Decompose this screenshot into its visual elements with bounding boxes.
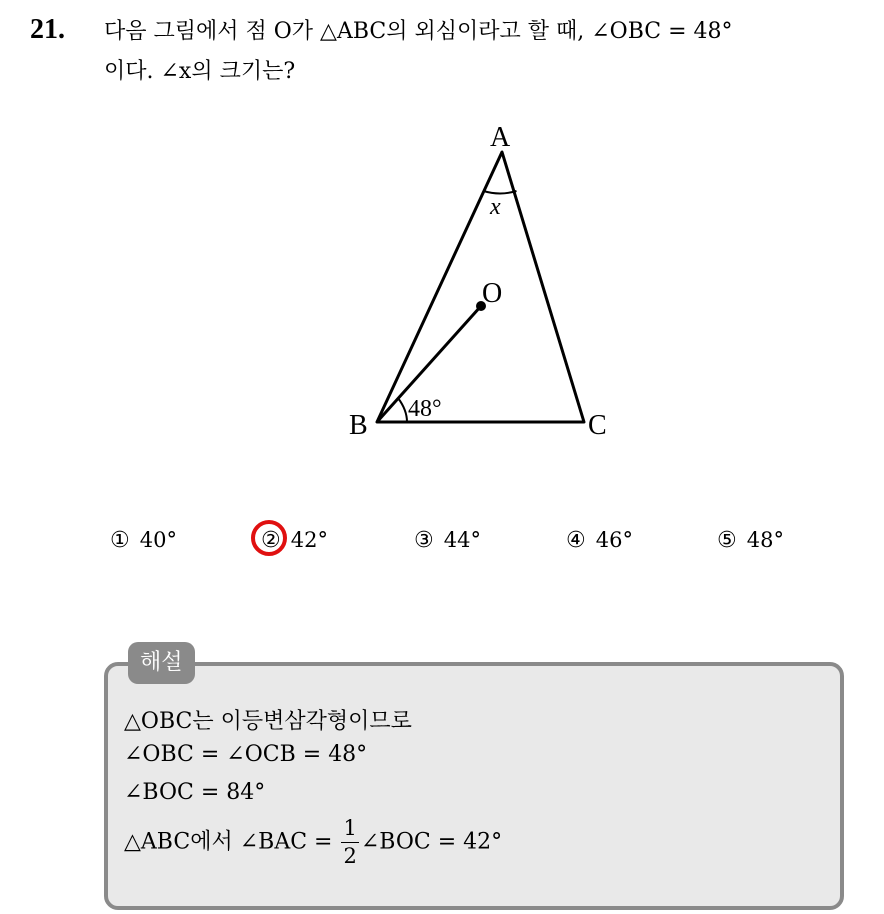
fraction-one-half [341,818,358,867]
solution-line-4-prefix: △ABC에서 ∠BAC = [124,829,333,855]
choice-5[interactable] [717,528,784,553]
solution-line-1: △OBC는 이등변삼각형이므로 [124,709,412,734]
label-c: C [588,410,607,441]
label-o: O [482,278,503,309]
solution-line-2: ∠OBC = ∠OCB = 48° [124,742,368,767]
choice-1-mark: ① [110,528,130,553]
label-x: x [490,194,501,220]
question-text-line-2: 이다. ∠x의 크기는? [104,59,296,84]
choice-4[interactable] [566,528,633,553]
choice-2-mark: ② [261,528,281,553]
question-number: 21. [30,14,65,45]
choice-2-value: 42° [290,528,328,552]
label-b: B [349,410,368,441]
choice-1[interactable] [110,528,177,553]
triangle-abc [377,152,584,422]
fraction-denominator: 2 [343,844,357,868]
choice-4-value: 46° [595,528,633,552]
choice-5-value: 48° [746,528,784,552]
choice-4-mark: ④ [566,528,586,553]
choice-3[interactable] [414,528,481,553]
question-text-line-1: 다음 그림에서 점 O가 △ABC의 외심이라고 할 때, ∠OBC = 48° [104,19,733,44]
choice-3-value: 44° [443,528,481,552]
label-angle-48: 48° [408,396,442,422]
choice-5-mark: ⑤ [717,528,737,553]
solution-line-3: ∠BOC = 84° [124,780,266,805]
triangle-figure [330,110,630,450]
solution-tag: 해설 [128,642,195,684]
selected-answer-circle [251,520,287,556]
fraction-numerator: 1 [341,818,358,843]
choice-3-mark: ③ [414,528,434,553]
solution-line-4-suffix: ∠BOC = 42° [360,829,503,855]
label-a: A [490,122,511,153]
solution-line-4 [124,818,502,867]
choice-1-value: 40° [139,528,177,552]
angle-arc-b [398,398,407,422]
